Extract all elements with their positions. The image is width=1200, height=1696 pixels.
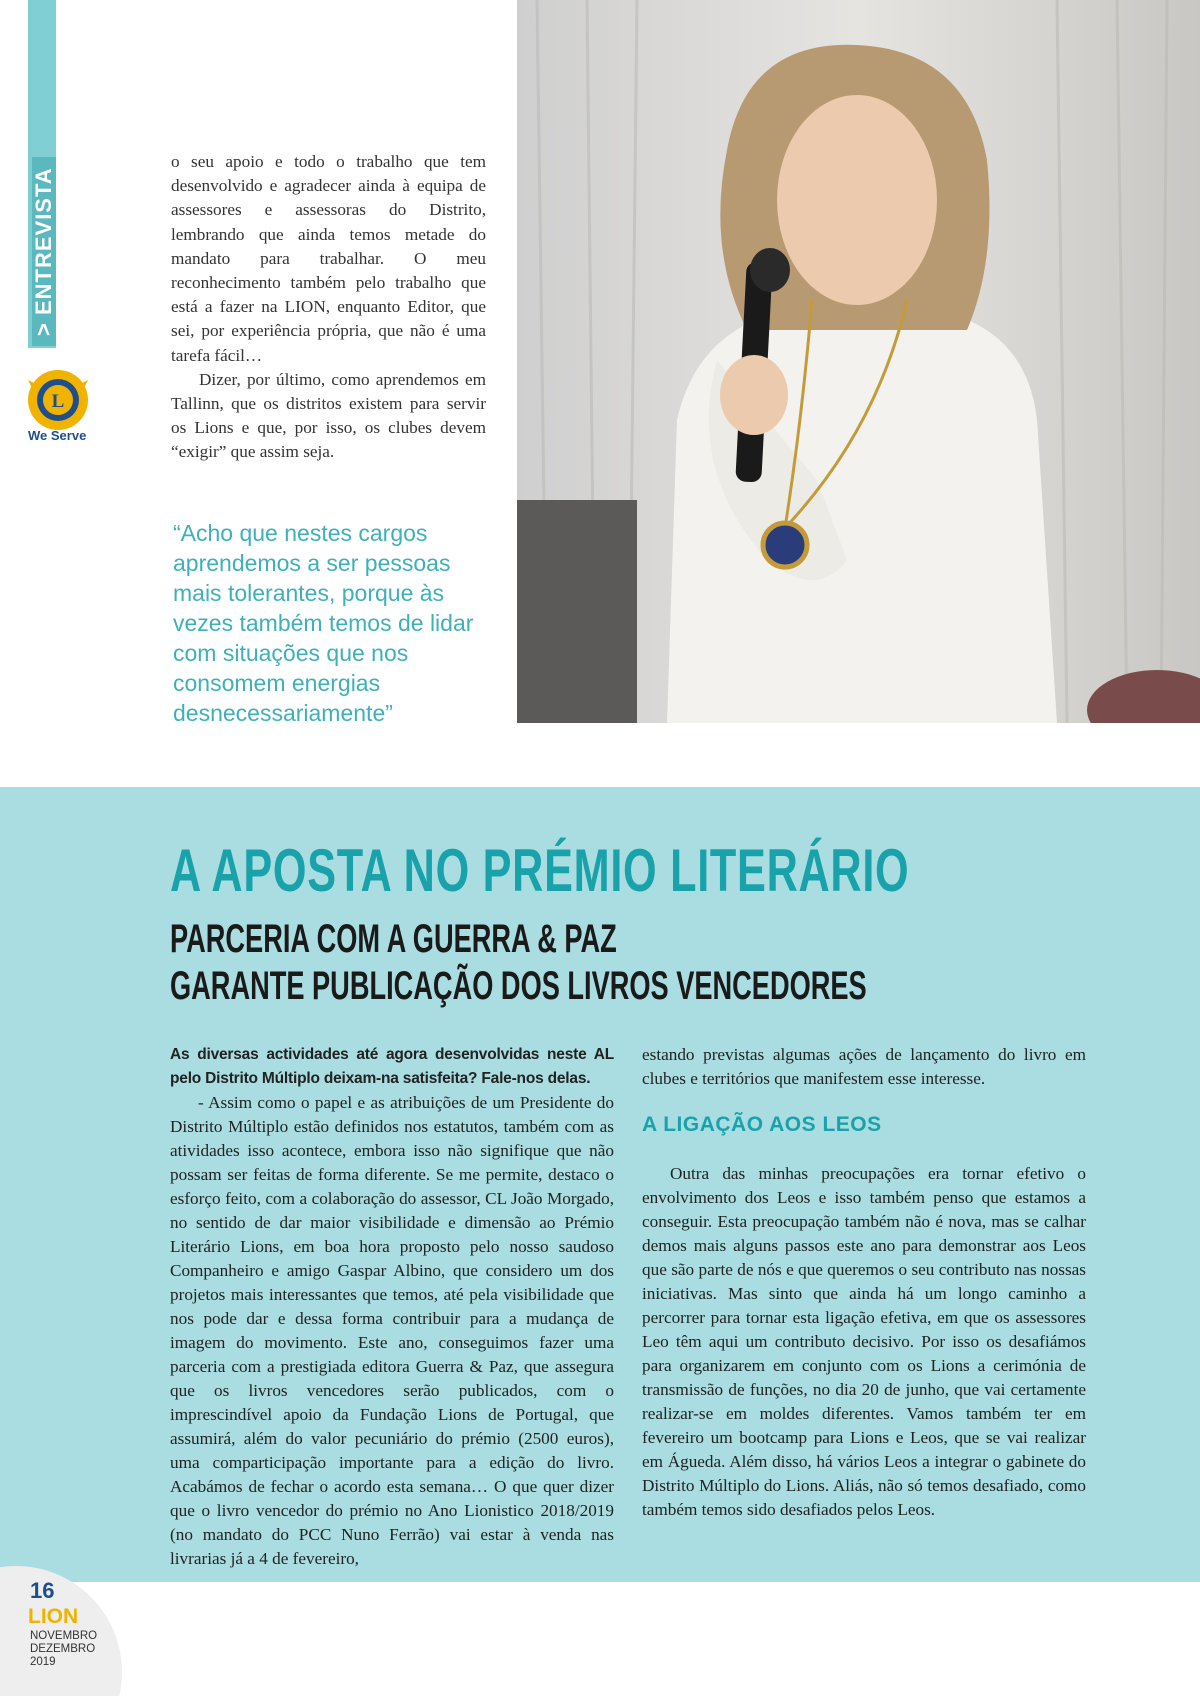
subhead-line: PARCERIA COM A GUERRA & PAZ (170, 917, 617, 961)
issue-month: DEZEMBRO (30, 1643, 96, 1655)
section-heading: A LIGAÇÃO AOS LEOS (642, 1113, 882, 1136)
article-subhead (170, 916, 918, 1010)
logo-motto: We Serve (28, 428, 87, 443)
section-body: Outra das minhas preocupações era tornar efetivo o envolvimento dos Leos e isso também penso que estamos a conseguir. Esta preocupação também não é nova, mas se calhar demos mais alguns passos este ano para demonstrar aos Leos que são parte de nós e que queremos o seu contributo nas nossas iniciativas. Mas sinto que ainda há um longo caminho a percorrer para tornar esta ligação efetiva, em que os assessores Leo têm aqui um contributo decisivo. Por isso os desafiámos para organizarem em conjunto com os Lions a cerimónia de transmissão de funções, no dia 20 de junho, que vai certamente realizar-se em moldes diferentes. Vamos também ter em fevereiro um bootcamp para Lions e Leos, que se vai realizar em Águeda. Além disso, há vários Leos a integrar o gabinete do Distrito Múltiplo do Lions. Aliás, não só temos desafiado, como também temos sido desafiados pelos Leos. (642, 1164, 1086, 1519)
article-column-right (642, 1043, 1086, 1522)
svg-text:L: L (51, 391, 65, 412)
interview-answer: - Assim como o papel e as atribuições de um Presidente do Distrito Múltiplo estão definidos nos estatutos, também com as atividades isso acontece, embora isso não signifique que não possam ser feitas de forma diferente. Se me permite, destaco o esforço feito, com a colaboração do assessor, CL João Morgado, no sentido de dar maior visibilidade e dimensão ao Prémio Literário Lions, em boa hora proposto pelo nosso saudoso Companheiro e amigo Gaspar Albino, que considero um dos projetos mais interessantes que temos, até pela visibilidade que nos pode dar e dessa forma contribuir para a mudança de imagem do movimento. Este ano, conseguimos fazer uma parceria com a prestigiada editora Guerra & Paz, que assegura que os livros vencedores serão publicados, com o imprescindível apoio da Fundação Lions de Portugal, que assumirá, além do valor pecuniário do prémio (2500 euros), uma comparticipação importante para a edição do livro. Acabámos de fechar o acordo esta semana… O que quer dizer que o livro vencedor do prémio no Ano Lionistico 2018/2019 (no mandato do PCC Nuno Ferrão) vai estar à venda nas livrarias já a 4 de fevereiro, (170, 1093, 614, 1568)
section-label: > ENTREVISTA (32, 157, 56, 346)
interview-question: As diversas actividades até agora desenvolvidas neste AL pelo Distrito Múltiplo deixam-na satisfeita? Fale-nos delas. (170, 1046, 614, 1087)
answer-continuation: estando previstas algumas ações de lançamento do livro em clubes e territórios que manifestem esse interesse. (642, 1045, 1086, 1088)
magazine-name: LION (28, 1605, 79, 1628)
photo-illustration (517, 0, 1200, 723)
subhead-line: GARANTE PUBLICAÇÃO DOS LIVROS VENCEDORES (170, 964, 867, 1008)
speaker-with-microphone-photo (517, 0, 1200, 723)
pull-quote: “Acho que nestes cargos aprendemos a ser pessoas mais tolerantes, porque às vezes também temos de lidar com situações que nos consomem energias desnecessariamente” (173, 520, 474, 726)
intro-paragraph: o seu apoio e todo o trabalho que tem desenvolvido e agradecer ainda à equipa de assessores e assessoras do Distrito, lembrando que ainda temos metade do mandato para trabalhar. O meu reconhecimento também pelo trabalho que está a fazer na LION, enquanto Editor, que sei, por experiência própria, que não é uma tarefa fácil… (171, 152, 486, 365)
issue-year: 2019 (30, 1656, 56, 1668)
intro-paragraph: Dizer, por último, como aprendemos em Tallinn, que os distritos existem para servir os Lions e que, por isso, os clubes devem “exigir” que assim seja. (171, 369, 486, 462)
intro-column (171, 150, 486, 465)
page-number: 16 (30, 1578, 55, 1603)
issue-month: NOVEMBRO (30, 1630, 98, 1642)
article-headline: A APOSTA NO PRÉMIO LITERÁRIO (170, 837, 910, 904)
lions-emblem-icon (26, 368, 90, 432)
article-column-left (170, 1043, 614, 1571)
issue-date (30, 1630, 97, 1669)
